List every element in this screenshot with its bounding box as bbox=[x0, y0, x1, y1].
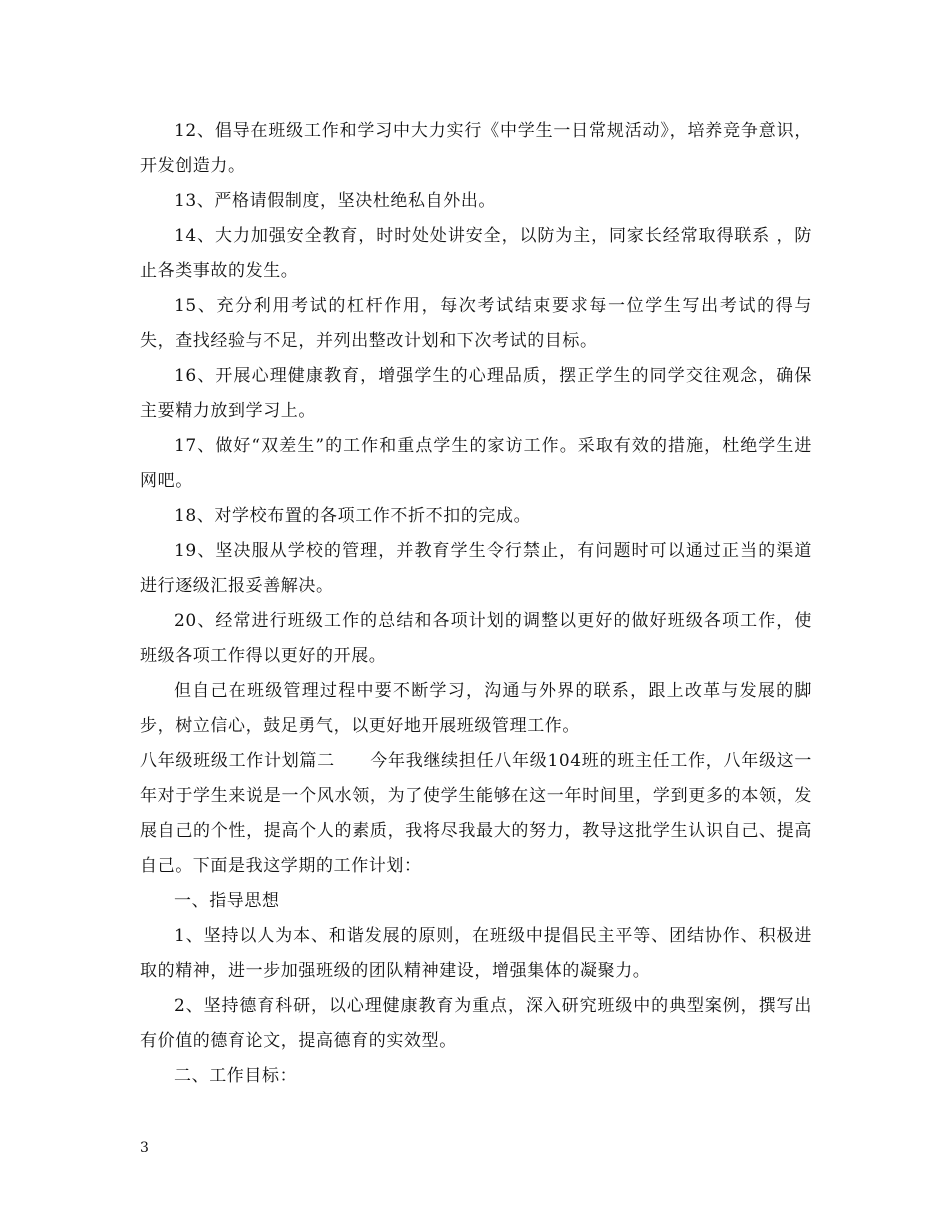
section-title: 一、指导思想 bbox=[174, 891, 280, 911]
paragraph: 20、经常进行班级工作的总结和各项计划的调整以更好的做好班级各项工作，使班级各项工作得以更好的开展。 bbox=[140, 611, 812, 666]
paragraph: 18、对学校布置的各项工作不折不扣的完成。 bbox=[174, 506, 532, 526]
paragraph: 2、坚持德育科研，以心理健康教育为重点，深入研究班级中的典型案例，撰写出有价值的德育论文，提高德育的实效型。 bbox=[140, 996, 812, 1051]
paragraph: 12、倡导在班级工作和学习中大力实行《中学生一日常规活动》，培养竞争意识，开发创造力。 bbox=[140, 121, 812, 176]
paragraph: 但自己在班级管理过程中要不断学习，沟通与外界的联系，跟上改革与发展的脚步，树立信心，鼓足勇气，以更好地开展班级管理工作。 bbox=[140, 681, 812, 736]
paragraph: 1、坚持以人为本、和谐发展的原则，在班级中提倡民主平等、团结协作、积极进取的精神，进一步加强班级的团队精神建设，增强集体的凝聚力。 bbox=[140, 926, 812, 981]
page-number: 3 bbox=[140, 1140, 149, 1156]
document-body bbox=[140, 114, 812, 1094]
section-heading-paragraph: 八年级班级工作计划篇二 今年我继续担任八年级104班的班主任工作，八年级这一年对于学生来说是一个风水领，为了使学生能够在这一年时间里，学到更多的本领，发展自己的个性，提高个人的素质，我将尽我最大的努力，教导这批学生认识自己、提高自己。下面是我这学期的工作计划： bbox=[140, 751, 812, 876]
paragraph: 16、开展心理健康教育，增强学生的心理品质，摆正学生的同学交往观念，确保主要精力放到学习上。 bbox=[140, 366, 812, 421]
paragraph: 14、大力加强安全教育，时时处处讲安全，以防为主，同家长经常取得联系 ，防止各类事故的发生。 bbox=[140, 226, 812, 281]
section-title: 二、工作目标： bbox=[174, 1066, 298, 1086]
paragraph: 13、严格请假制度，坚决杜绝私自外出。 bbox=[174, 191, 497, 211]
paragraph: 19、坚决服从学校的管理，并教育学生令行禁止，有问题时可以通过正当的渠道进行逐级汇报妥善解决。 bbox=[140, 541, 812, 596]
paragraph: 17、做好“双差生”的工作和重点学生的家访工作。采取有效的措施，杜绝学生进网吧。 bbox=[140, 436, 812, 491]
paragraph: 15、充分利用考试的杠杆作用，每次考试结束要求每一位学生写出考试的得与失，查找经验与不足，并列出整改计划和下次考试的目标。 bbox=[140, 296, 812, 351]
